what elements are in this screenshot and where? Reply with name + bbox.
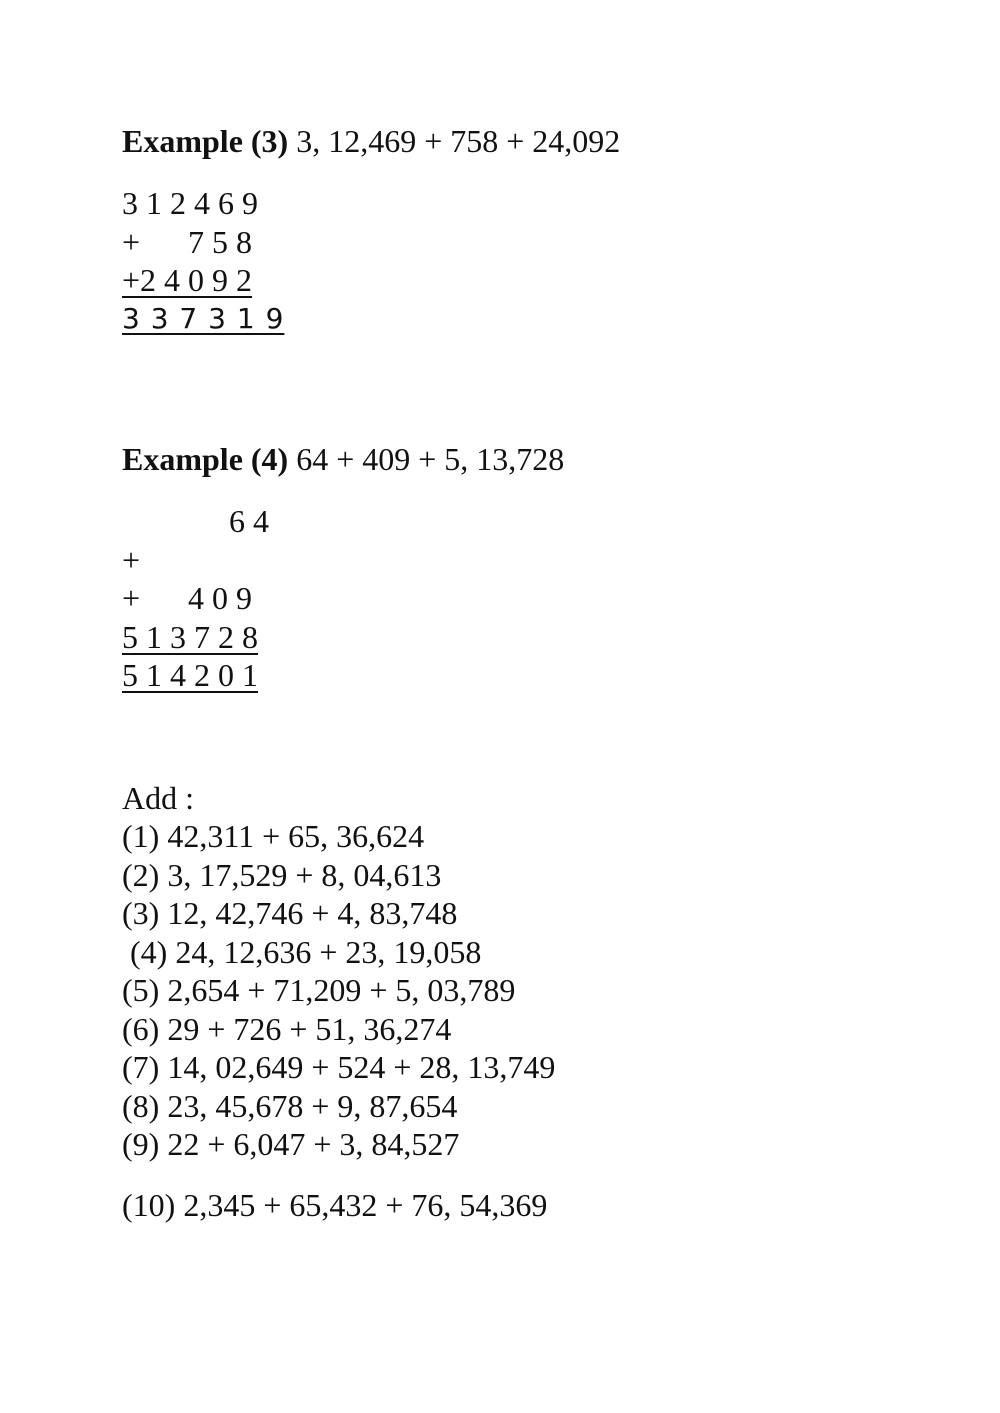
exercise-item-6: (6) 29 + 726 + 51, 36,274: [122, 1011, 452, 1047]
exercise-item-1: (1) 42,311 + 65, 36,624: [122, 818, 425, 854]
example-3-result: 3 3 7 3 1 9: [122, 302, 285, 335]
example-4-result: 5 1 4 2 0 1: [122, 657, 258, 693]
example-4-row-2: +: [122, 542, 141, 578]
example-3-heading: [122, 125, 620, 157]
example-3-row-1: 3 1 2 4 6 9: [122, 185, 258, 221]
example-4-expression: 64 + 409 + 5, 13,728: [288, 441, 565, 477]
exercise-item-8: (8) 23, 45,678 + 9, 87,654: [122, 1088, 458, 1124]
exercise-item-3: (3) 12, 42,746 + 4, 83,748: [122, 895, 458, 931]
exercise-item-5: (5) 2,654 + 71,209 + 5, 03,789: [122, 972, 516, 1008]
exercise-item-9: (9) 22 + 6,047 + 3, 84,527: [122, 1126, 460, 1162]
example-4-row-3: + 4 0 9: [122, 580, 253, 616]
example-3-row-3: +2 4 0 9 2: [122, 262, 253, 298]
exercise-item-7: (7) 14, 02,649 + 524 + 28, 13,749: [122, 1049, 556, 1085]
exercise-item-10: (10) 2,345 + 65,432 + 76, 54,369: [122, 1187, 548, 1223]
exercise-item-2: (2) 3, 17,529 + 8, 04,613: [122, 857, 442, 893]
example-3-expression: 3, 12,469 + 758 + 24,092: [288, 123, 621, 159]
example-4-row-1: 6 4: [229, 503, 269, 539]
example-4-row-4: 5 1 3 7 2 8: [122, 619, 258, 655]
example-3-row-2: + 7 5 8: [122, 224, 253, 260]
example-3-label: Example (3): [122, 123, 289, 159]
example-4-heading: [122, 443, 564, 475]
example-4-label: Example (4): [122, 441, 289, 477]
exercise-item-4: (4) 24, 12,636 + 23, 19,058: [122, 934, 482, 970]
exercises-heading: Add :: [122, 780, 194, 816]
